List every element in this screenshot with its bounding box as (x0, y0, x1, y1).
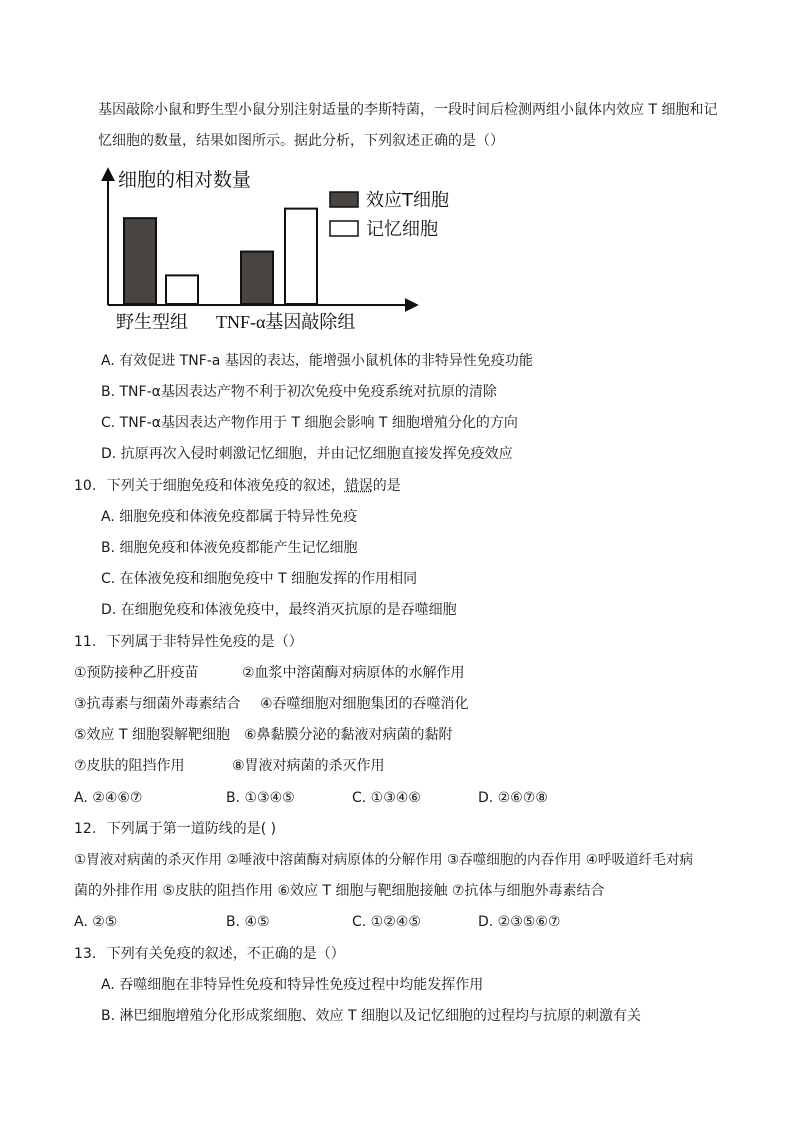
q13-stem (74, 944, 345, 964)
y-axis-label: 细胞的相对数量 (118, 169, 252, 191)
q12-choice-c: C. ①②④⑤ (352, 914, 421, 930)
category-label-0: 野生型组 (116, 312, 188, 333)
q11-item-7: ⑦皮肤的阻挡作用 (74, 758, 185, 774)
q9-option-d: D. 抗原再次入侵时刺激记忆细胞，并由记忆细胞直接发挥免疫效应 (101, 446, 513, 462)
q11-number: 11. (74, 634, 97, 650)
q13-option-a: A. 吞噬细胞在非特异性免疫和特异性免疫过程中均能发挥作用 (101, 977, 484, 993)
q9-option-b: B. TNF-α基因表达产物不利于初次免疫中免疫系统对抗原的清除 (101, 384, 497, 400)
q11-stem-text: 下列属于非特异性免疫的是（） (106, 634, 303, 650)
q12-choice-d: D. ②③⑤⑥⑦ (478, 914, 561, 930)
q12-choice-b: B. ④⑤ (226, 914, 270, 930)
category-label-1: TNF-α基因敲除组 (216, 312, 356, 332)
q10-stem-emphasis: 错误 (344, 478, 373, 494)
q11-choice-c: C. ①③④⑥ (352, 790, 421, 806)
q11-item-6: ⑥鼻黏膜分泌的黏液对病菌的黏附 (244, 727, 453, 743)
question-intro-line-2: 忆细胞的数量，结果如图所示。据此分析，下列叙述正确的是（） (98, 133, 504, 149)
q10-stem-suffix: 的是 (372, 478, 401, 494)
q13-number: 13. (74, 946, 97, 962)
q11-stem (74, 632, 303, 652)
q13-stem-text: 下列有关免疫的叙述，不正确的是（） (106, 946, 345, 962)
legend-label-0: 效应T细胞 (366, 190, 449, 211)
q11-choice-d: D. ②⑥⑦⑧ (478, 790, 548, 806)
legend-swatch-1 (330, 221, 358, 236)
q10-stem-prefix: 下列关于细胞免疫和体液免疫的叙述， (106, 478, 345, 494)
q10-option-c: C. 在体液免疫和细胞免疫中 T 细胞发挥的作用相同 (101, 571, 418, 587)
q10-option-b: B. 细胞免疫和体液免疫都能产生记忆细胞 (101, 540, 358, 556)
q10-stem (74, 476, 401, 496)
bar-chart (98, 162, 449, 337)
bar-chart-svg (98, 162, 449, 337)
bar-memory-0 (166, 275, 198, 304)
q11-item-3: ③抗毒素与细菌外毒素结合 (74, 696, 241, 712)
q12-items-line-2: 菌的外排作用 ⑤皮肤的阻挡作用 ⑥效应 T 细胞与靶细胞接触 ⑦抗体与细胞外毒素结合 (74, 883, 605, 899)
q10-option-d: D. 在细胞免疫和体液免疫中，最终消灭抗原的是吞噬细胞 (101, 602, 457, 618)
bar-effector-t-0 (124, 218, 156, 304)
q11-item-2: ②血浆中溶菌酶对病原体的水解作用 (242, 665, 465, 681)
q12-stem-text: 下列属于第一道防线的是( ) (106, 821, 277, 837)
q10-option-a: A. 细胞免疫和体液免疫都属于特异性免疫 (101, 509, 358, 525)
q12-choice-a: A. ②⑤ (74, 914, 118, 930)
bar-memory-1 (285, 209, 317, 304)
bar-effector-t-1 (241, 252, 273, 304)
q11-item-5: ⑤效应 T 细胞裂解靶细胞 (74, 727, 231, 743)
q11-item-1: ①预防接种乙肝疫苗 (74, 665, 199, 681)
q12-items-line-1: ①胃液对病菌的杀灭作用 ②唾液中溶菌酶对病原体的分解作用 ③吞噬细胞的内吞作用 ④呼吸道纤毛对病 (74, 852, 694, 868)
q12-number: 12. (74, 821, 97, 837)
q9-option-a: A. 有效促进 TNF-a 基因的表达，能增强小鼠机体的非特异性免疫功能 (101, 353, 533, 369)
question-intro-line-1: 基因敲除小鼠和野生型小鼠分别注射适量的李斯特菌，一段时间后检测两组小鼠体内效应 T 细胞和记 (98, 102, 718, 118)
q10-number: 10. (74, 478, 97, 494)
q13-option-b: B. 淋巴细胞增殖分化形成浆细胞、效应 T 细胞以及记忆细胞的过程均与抗原的刺激有关 (101, 1008, 641, 1024)
legend-swatch-0 (330, 192, 358, 207)
legend-label-1: 记忆细胞 (366, 219, 438, 240)
q11-choice-a: A. ②④⑥⑦ (74, 790, 143, 806)
q11-item-8: ⑧胃液对病菌的杀灭作用 (232, 758, 385, 774)
q11-choice-b: B. ①③④⑤ (226, 790, 295, 806)
q9-option-c: C. TNF-α基因表达产物作用于 T 细胞会影响 T 细胞增殖分化的方向 (101, 415, 518, 431)
q11-item-4: ④吞噬细胞对细胞集团的吞噬消化 (260, 696, 469, 712)
q12-stem (74, 819, 276, 839)
